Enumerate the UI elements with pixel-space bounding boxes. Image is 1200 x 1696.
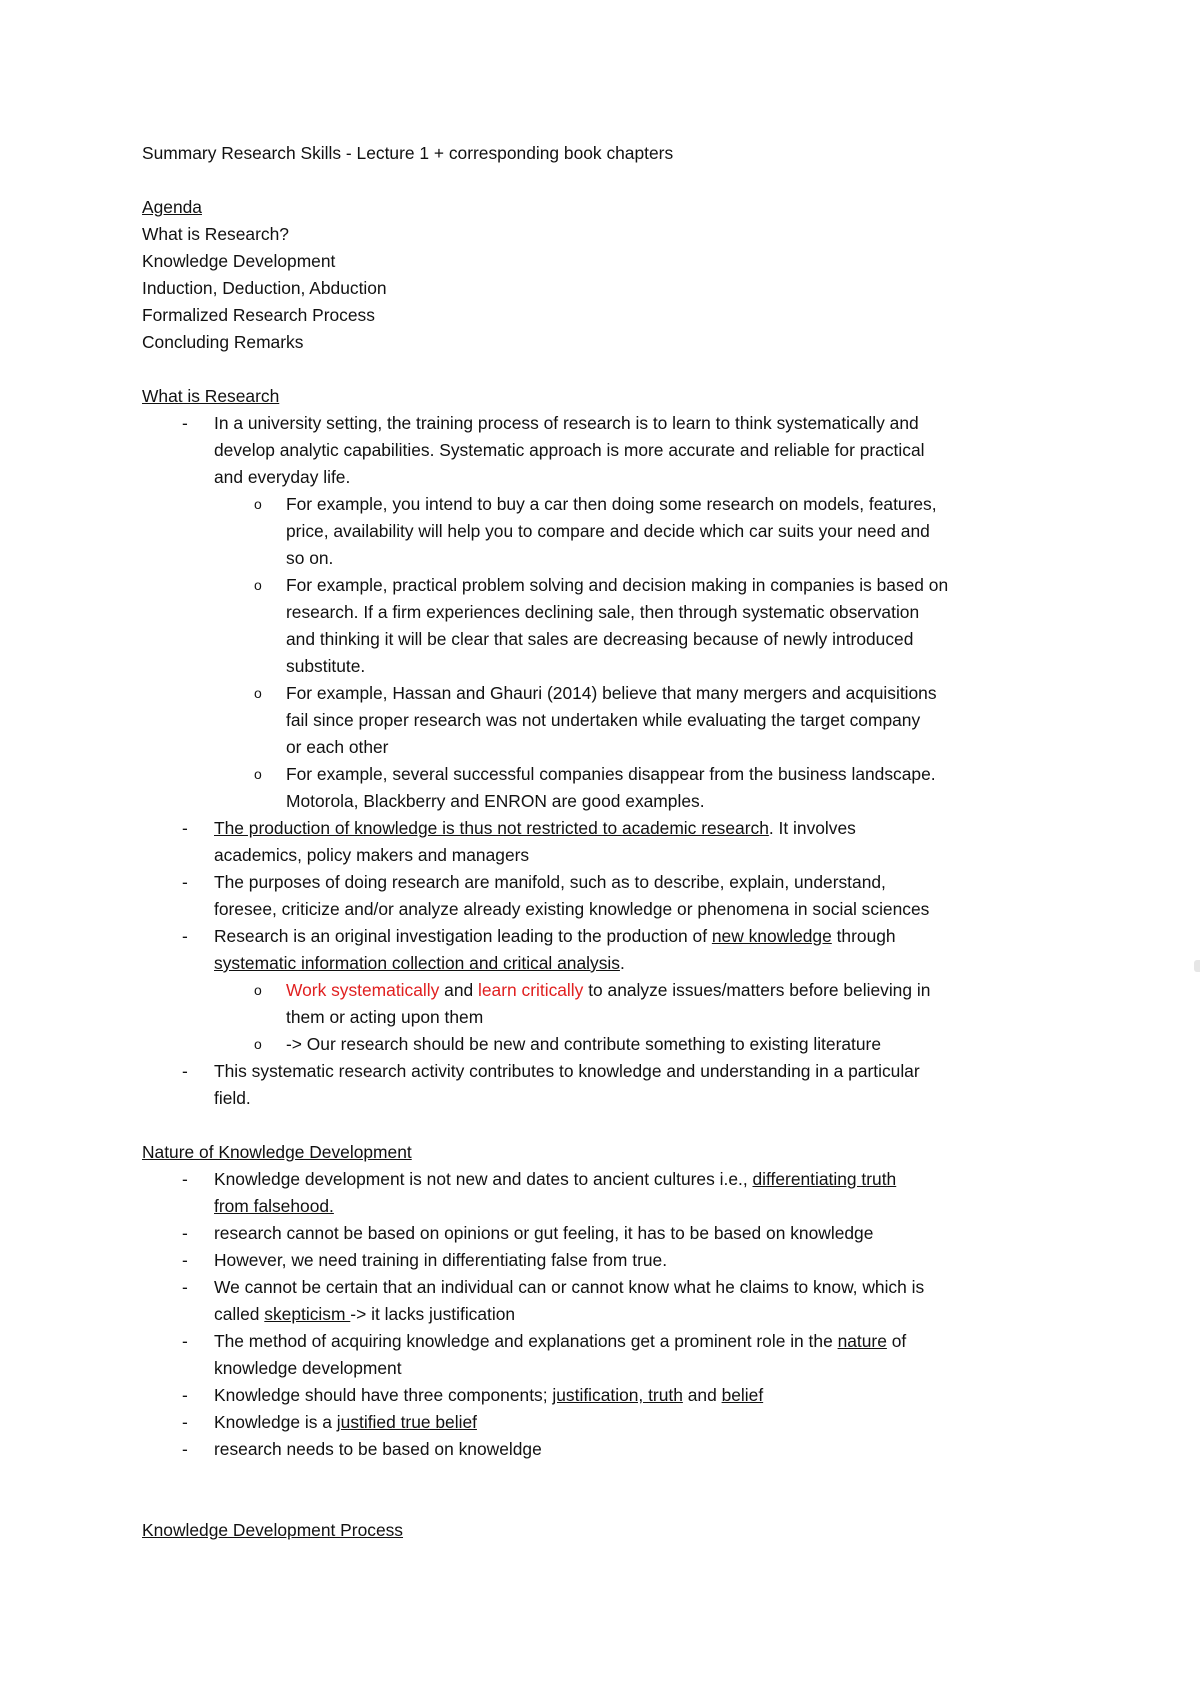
circle-marker: o [254,766,262,782]
sub-bullet-item: o -> Our research should be new and contribute something to existing literature [142,1031,1072,1058]
bullet-item: - Knowledge should have three components; justification, truth and belief [142,1382,1072,1409]
sub-bullet-item: o Work systematically and learn critically to analyze issues/matters before believing in them or acting upon them [142,977,1072,1031]
underlined-text: from falsehood. [214,1196,334,1216]
agenda-item: Induction, Deduction, Abduction [142,278,387,298]
section-heading-what-is-research: What is Research [142,386,280,406]
dash-marker: - [182,1061,188,1081]
bullet-item: - Knowledge development is not new and dates to ancient cultures i.e., differentiating truth from falsehood. [142,1166,1072,1220]
underlined-text: differentiating truth [752,1169,897,1189]
sub-bullet-item: o For example, you intend to buy a car then doing some research on models, features, price, availability will help you to compare and decide which car suits your need and so on. [142,491,1072,572]
agenda-item: Concluding Remarks [142,332,304,352]
agenda-item: Formalized Research Process [142,305,375,325]
bullet-item: - The purposes of doing research are manifold, such as to describe, explain, understand, foresee, criticize and/or analyze already existing knowledge or phenomena in social sciences [142,869,1072,923]
circle-marker: o [254,1036,262,1052]
agenda-heading: Agenda [142,197,202,217]
bullet-item: - However, we need training in differentiating false from true. [142,1247,1072,1274]
what-is-research-list [142,410,1072,1112]
circle-marker: o [254,496,262,512]
section-heading-process: Knowledge Development Process [142,1520,404,1540]
underlined-text: justification, truth [552,1385,683,1405]
bullet-item: - We cannot be certain that an individual can or cannot know what he claims to know, which is called skepticism -> it lacks justification [142,1274,1072,1328]
document-page [142,140,1072,1544]
bullet-item: - Knowledge is a justified true belief [142,1409,1072,1436]
underlined-text: belief [721,1385,764,1405]
dash-marker: - [182,818,188,838]
dash-marker: - [182,1331,188,1351]
underlined-text: new knowledge [711,926,832,946]
circle-marker: o [254,577,262,593]
circle-marker: o [254,982,262,998]
bullet-item: - The production of knowledge is thus not restricted to academic research. It involves academics, policy makers and managers [142,815,1072,869]
bullet-item: - research needs to be based on knoweldge [142,1436,1072,1463]
dash-marker: - [182,1412,188,1432]
red-highlight-text: learn critically [478,980,584,1000]
sub-bullet-item: o For example, Hassan and Ghauri (2014) believe that many mergers and acquisitions fail since proper research was not undertaken while evaluating the target company or each other [142,680,1072,761]
agenda-item: What is Research? [142,224,289,244]
underlined-text: systematic information collection and critical analysis [214,953,620,973]
dash-marker: - [182,413,188,433]
dash-marker: - [182,1223,188,1243]
underlined-text: nature [837,1331,887,1351]
dash-marker: - [182,1250,188,1270]
agenda-item: Knowledge Development [142,251,336,271]
dash-marker: - [182,1277,188,1297]
underlined-text: justified true belief [336,1412,477,1432]
sub-bullet-item: o For example, several successful companies disappear from the business landscape. Motorola, Blackberry and ENRON are good examples. [142,761,1072,815]
section-heading-nature: Nature of Knowledge Development [142,1142,412,1162]
red-highlight-text: Work systematically [286,980,440,1000]
dash-marker: - [182,872,188,892]
bullet-item: - research cannot be based on opinions or gut feeling, it has to be based on knowledge [142,1220,1072,1247]
bullet-item: - This systematic research activity contributes to knowledge and understanding in a particular field. [142,1058,1072,1112]
underlined-text: skepticism [264,1304,351,1324]
bullet-item: - Research is an original investigation leading to the production of new knowledge through systematic information collection and critical analysis. [142,923,1072,977]
sub-bullet-item: o For example, practical problem solving and decision making in companies is based on research. If a firm experiences declining sale, then through systematic observation and thinking it will be clear that sales are decreasing because of newly introduced substitute. [142,572,1072,680]
dash-marker: - [182,926,188,946]
underlined-text: The production of knowledge is thus not restricted to academic research [214,818,769,838]
dash-marker: - [182,1385,188,1405]
dash-marker: - [182,1169,188,1189]
scroll-edge-marker [1194,960,1200,972]
bullet-item: - In a university setting, the training process of research is to learn to think systematically and develop analytic capabilities. Systematic approach is more accurate and reliable for practical and everyday life. [142,410,1072,491]
circle-marker: o [254,685,262,701]
bullet-item: - The method of acquiring knowledge and explanations get a prominent role in the nature of knowledge development [142,1328,1072,1382]
nature-list [142,1166,1072,1463]
dash-marker: - [182,1439,188,1459]
document-title: Summary Research Skills - Lecture 1 + corresponding book chapters [142,143,674,163]
